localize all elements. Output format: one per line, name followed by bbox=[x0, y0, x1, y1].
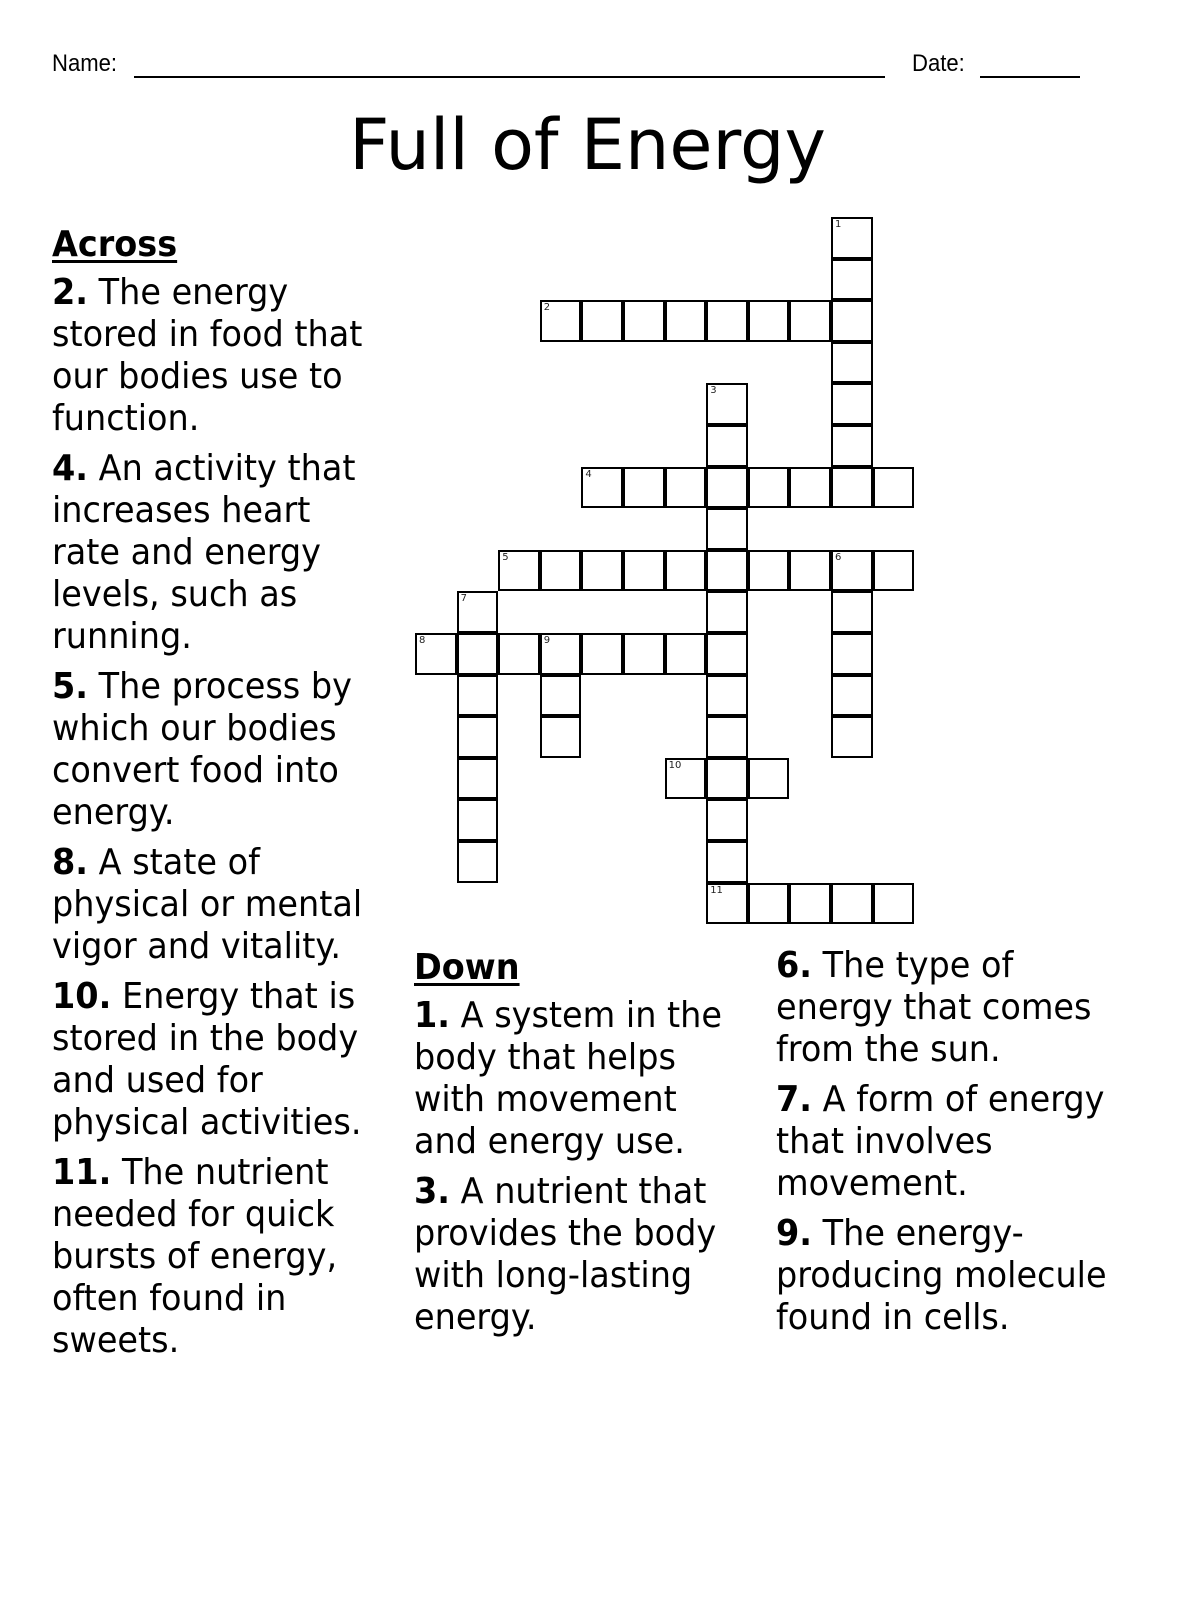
grid-cell[interactable] bbox=[873, 550, 915, 592]
grid-cell[interactable] bbox=[665, 550, 707, 592]
grid-cell[interactable] bbox=[415, 633, 457, 675]
clue-down-9: 9. The energy-producing molecule found in cells. bbox=[776, 1213, 1107, 1338]
grid-cell[interactable] bbox=[706, 675, 748, 717]
name-line[interactable] bbox=[134, 76, 885, 78]
grid-cell[interactable] bbox=[831, 550, 873, 592]
across-clues bbox=[52, 222, 373, 1370]
grid-cell[interactable] bbox=[457, 716, 499, 758]
clue-number: 9 bbox=[543, 635, 551, 646]
grid-cell[interactable] bbox=[831, 383, 873, 425]
grid-cell[interactable] bbox=[665, 633, 707, 675]
grid-cell[interactable] bbox=[831, 883, 873, 925]
clue-number: 1 bbox=[835, 219, 842, 230]
clue-down-6: 6. The type of energy that comes from the sun. bbox=[776, 945, 1092, 1070]
grid-cell[interactable] bbox=[540, 633, 582, 675]
clue-down-3: 3. A nutrient that provides the body with long-lasting energy. bbox=[414, 1171, 717, 1338]
grid-cell[interactable] bbox=[789, 883, 831, 925]
clue-across-11: 11. The nutrient needed for quick bursts of energy, often found in sweets. bbox=[52, 1152, 338, 1361]
clue-number: 11 bbox=[710, 884, 723, 896]
clue-number: 4 bbox=[585, 468, 592, 480]
grid-cell[interactable] bbox=[581, 550, 623, 592]
grid-cell[interactable] bbox=[540, 550, 582, 592]
clue-number: 2 bbox=[543, 302, 551, 314]
grid-cell[interactable] bbox=[706, 633, 748, 675]
page-title: Full of Energy bbox=[349, 104, 826, 186]
grid-cell[interactable] bbox=[831, 342, 873, 384]
clue-down-1: 1. A system in the body that helps with movement and energy use. bbox=[414, 995, 723, 1162]
grid-cell[interactable] bbox=[706, 841, 748, 883]
grid-cell[interactable] bbox=[706, 758, 748, 800]
grid-cell[interactable] bbox=[665, 300, 707, 342]
date-line[interactable] bbox=[980, 76, 1080, 78]
clue-number: 8 bbox=[419, 635, 426, 646]
grid-cell[interactable] bbox=[789, 300, 831, 342]
grid-cell[interactable] bbox=[831, 217, 873, 259]
grid-cell[interactable] bbox=[873, 883, 915, 925]
grid-cell[interactable] bbox=[623, 300, 665, 342]
grid-cell[interactable] bbox=[540, 716, 582, 758]
grid-cell[interactable] bbox=[831, 716, 873, 758]
grid-cell[interactable] bbox=[706, 591, 748, 633]
grid-cell[interactable] bbox=[748, 883, 790, 925]
grid-cell[interactable] bbox=[873, 467, 915, 509]
grid-cell[interactable] bbox=[623, 633, 665, 675]
grid-cell[interactable] bbox=[748, 550, 790, 592]
grid-cell[interactable] bbox=[706, 883, 748, 925]
down-clues-col2 bbox=[776, 945, 1111, 1347]
down-clues-col1 bbox=[414, 945, 730, 1347]
grid-cell[interactable] bbox=[831, 259, 873, 301]
grid-cell[interactable] bbox=[831, 300, 873, 342]
grid-cell[interactable] bbox=[457, 841, 499, 883]
grid-cell[interactable] bbox=[748, 758, 790, 800]
grid-cell[interactable] bbox=[665, 758, 707, 800]
grid-cell[interactable] bbox=[831, 675, 873, 717]
name-label: Name: bbox=[52, 50, 118, 77]
grid-cell[interactable] bbox=[831, 425, 873, 467]
grid-cell[interactable] bbox=[457, 799, 499, 841]
grid-cell[interactable] bbox=[706, 550, 748, 592]
grid-cell[interactable] bbox=[457, 675, 499, 717]
grid-cell[interactable] bbox=[706, 799, 748, 841]
grid-cell[interactable] bbox=[498, 550, 540, 592]
grid-cell[interactable] bbox=[706, 425, 748, 467]
grid-cell[interactable] bbox=[706, 716, 748, 758]
down-heading: Down bbox=[414, 947, 520, 988]
clue-number: 10 bbox=[668, 759, 682, 771]
clue-number: 6 bbox=[835, 551, 842, 563]
clue-across-8: 8. A state of physical or mental vigor and vitality. bbox=[52, 842, 363, 967]
clue-number: 5 bbox=[502, 551, 509, 563]
grid-cell[interactable] bbox=[706, 508, 748, 550]
grid-cell[interactable] bbox=[623, 550, 665, 592]
clue-down-7: 7. A form of energy that involves movement. bbox=[776, 1079, 1105, 1204]
clue-across-4: 4. An activity that increases heart rate and energy levels, such as running. bbox=[52, 448, 356, 657]
grid-cell[interactable] bbox=[748, 467, 790, 509]
grid-cell[interactable] bbox=[831, 633, 873, 675]
grid-cell[interactable] bbox=[789, 550, 831, 592]
grid-cell[interactable] bbox=[706, 300, 748, 342]
clue-across-2: 2. The energy stored in food that our bodies use to function. bbox=[52, 272, 363, 439]
clue-across-5: 5. The process by which our bodies convert food into energy. bbox=[52, 666, 352, 833]
grid-cell[interactable] bbox=[457, 591, 499, 633]
grid-cell[interactable] bbox=[706, 383, 748, 425]
grid-cell[interactable] bbox=[665, 467, 707, 509]
grid-cell[interactable] bbox=[498, 633, 540, 675]
clue-number: 7 bbox=[460, 593, 467, 605]
grid-cell[interactable] bbox=[581, 633, 623, 675]
date-label: Date: bbox=[912, 50, 965, 77]
grid-cell[interactable] bbox=[540, 675, 582, 717]
grid-cell[interactable] bbox=[457, 758, 499, 800]
grid-cell[interactable] bbox=[748, 300, 790, 342]
clue-number: 3 bbox=[710, 385, 717, 397]
across-heading: Across bbox=[52, 224, 178, 265]
grid-cell[interactable] bbox=[831, 591, 873, 633]
grid-cell[interactable] bbox=[831, 467, 873, 509]
grid-cell[interactable] bbox=[789, 467, 831, 509]
clue-across-10: 10. Energy that is stored in the body and used for physical activities. bbox=[52, 976, 362, 1143]
grid-cell[interactable] bbox=[706, 467, 748, 509]
grid-cell[interactable] bbox=[623, 467, 665, 509]
grid-cell[interactable] bbox=[581, 467, 623, 509]
grid-cell[interactable] bbox=[540, 300, 582, 342]
grid-cell[interactable] bbox=[581, 300, 623, 342]
grid-cell[interactable] bbox=[457, 633, 499, 675]
